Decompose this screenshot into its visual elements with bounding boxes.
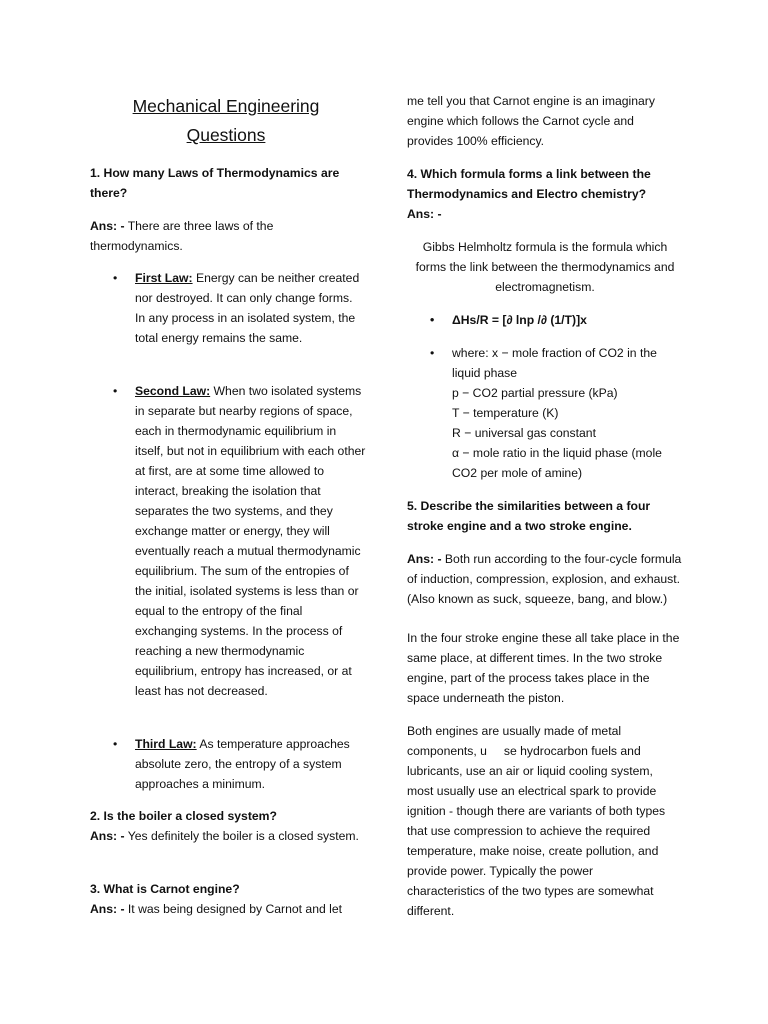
question-1: 1. How many Laws of Thermodynamics are there? — [90, 166, 340, 200]
where-item — [430, 343, 683, 483]
answer-1-text: There are three laws of the thermodynamics. — [90, 219, 274, 253]
title-line-1: Mechanical Engineering — [132, 96, 320, 116]
law-item-first — [113, 268, 365, 348]
bullet-icon: • — [113, 737, 118, 751]
where-line-r: R − universal gas constant — [452, 426, 596, 440]
page-title — [90, 92, 362, 150]
answer-label: Ans: - — [90, 902, 125, 916]
law-text-third: As temperature approaches absolute zero, the entropy of a system approaches a minimum. — [135, 737, 350, 791]
where-line-alpha: α − mole ratio in the liquid phase (mole CO2 per mole of amine) — [452, 446, 662, 480]
title-line-2: Questions — [186, 125, 266, 145]
question-5: 5. Describe the similarities between a four stroke engine and a two stroke engine. — [407, 499, 651, 533]
law-name-second: Second Law: — [135, 384, 211, 398]
question-4 — [407, 164, 683, 224]
law-item-third — [113, 734, 365, 794]
answer-label: Ans: - — [407, 207, 442, 221]
question-3: 3. What is Carnot engine? — [90, 882, 240, 896]
answer-5-p3: Both engines are usually made of metal components, u se hydrocarbon fuels and lubricants, use an air or liquid cooling system, most usually use an electrical spark to provide ignition - though there are variants of both types that use compression to achieve the required temperature, make noise, create pollution, and provide power. Typically the power characteristics of the two types are somewhat different. — [407, 724, 669, 918]
where-line-x: where: x − mole fraction of CO2 in the liquid phase — [452, 346, 657, 380]
law-item-second — [113, 381, 367, 701]
where-line-p: p − CO2 partial pressure (kPa) — [452, 386, 618, 400]
gibbs-intro: Gibbs Helmholtz formula is the formula which forms the link between the thermodynamics and electromagnetism. — [415, 240, 675, 294]
bullet-icon: • — [113, 271, 118, 285]
answer-5-text-p1: Both run according to the four-cycle formula of induction, compression, explosion, and exhaust. (Also known as suck, squeeze, bang, and blow.) — [407, 552, 682, 606]
answer-3-part-2: me tell you that Carnot engine is an imaginary engine which follows the Carnot cycle and provides 100% efficiency. — [407, 94, 655, 148]
answer-5-p1 — [407, 549, 683, 609]
law-text-second: When two isolated systems in separate but nearby regions of space, each in thermodynamic equilibrium in itself, but not in equilibrium with each other at first, are at some time allowed to interact, breaking the isolation that separates the two systems, and they exchange matter or energy, they will eventually reach a mutual thermodynamic equilibrium. The sum of the entropies of the initial, isolated systems is less than or equal to the entropy of the final exchanging systems. In the process of reaching a new thermodynamic equilibrium, entropy has increased, or at least has not decreased. — [135, 384, 366, 698]
formula-item — [430, 310, 683, 330]
answer-2-text: Yes definitely the boiler is a closed system. — [124, 829, 359, 843]
answer-1 — [90, 216, 362, 256]
question-2: 2. Is the boiler a closed system? — [90, 809, 277, 823]
answer-label: Ans: - — [407, 552, 442, 566]
law-text-first: Energy can be neither created nor destroyed. It can only change forms. In any process in an isolated system, the total energy remains the same. — [135, 271, 360, 345]
answer-label: Ans: - — [90, 219, 125, 233]
question-4-text: 4. Which formula forms a link between the Thermodynamics and Electro chemistry? — [407, 167, 651, 201]
bullet-icon: • — [430, 313, 435, 327]
where-line-t: T − temperature (K) — [452, 406, 559, 420]
gibbs-formula: ΔHs/R = [∂ lnp /∂ (1/T)]x — [452, 313, 587, 327]
law-name-first: First Law: — [135, 271, 193, 285]
answer-5-p2: In the four stroke engine these all take place in the same place, at different times. In the two stroke engine, part of the process takes place in the space underneath the piston. — [407, 631, 680, 705]
bullet-icon: • — [113, 384, 118, 398]
answer-2 — [90, 826, 362, 846]
law-name-third: Third Law: — [135, 737, 197, 751]
answer-3-text-part-1: It was being designed by Carnot and let — [124, 902, 343, 916]
answer-label: Ans: - — [90, 829, 125, 843]
answer-3-part-1 — [90, 899, 362, 919]
bullet-icon: • — [430, 346, 435, 360]
